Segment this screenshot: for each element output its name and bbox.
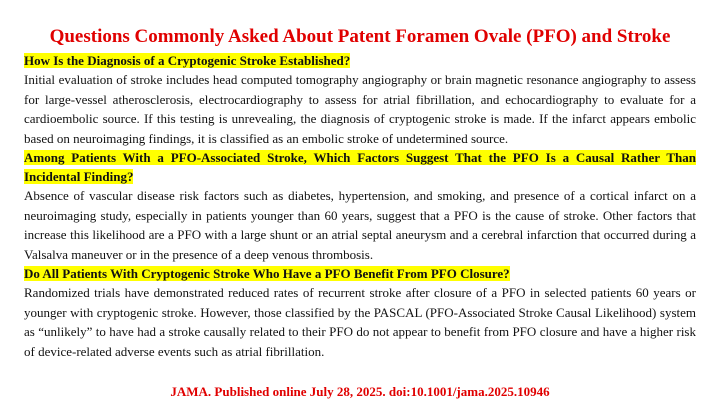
question-text: Among Patients With a PFO-Associated Stroke, Which Factors Suggest That the PFO Is a Causal Rather Than Incidental Finding? [24,150,696,184]
question-text: Do All Patients With Cryptogenic Stroke Who Have a PFO Benefit From PFO Closure? [24,266,510,281]
question-text: How Is the Diagnosis of a Cryptogenic Stroke Established? [24,53,351,68]
faq-section-diagnosis [24,51,696,148]
faq-section-closure-benefit [24,264,696,361]
faq-section-causal-factors [24,148,696,264]
question-heading [24,148,696,186]
answer-paragraph: Absence of vascular disease risk factors such as diabetes, hypertension, and smoking, and presence of a cortical infarct on a neuroimaging study, especially in patients younger than 60 years, suggest that a PFO is the cause of stroke. Other factors that increase this likelihood are a PFO with a large shunt or an atrial septal aneurysm and a cerebral infarction that occurred during a Valsalva maneuver or in the presence of a deep venous thrombosis. [24,188,696,262]
answer-paragraph: Initial evaluation of stroke includes head computed tomography angiography or brain magnetic resonance angiography to assess for large-vessel atherosclerosis, electrocardiography to assess for atrial fibrillation, and echocardiography to evaluate for a cardioembolic source. If this testing is unrevealing, the diagnosis of cryptogenic stroke is made. If the infarct appears embolic based on neuroimaging findings, it is classified as an embolic stroke of undetermined source. [24,72,696,146]
citation: JAMA. Published online July 28, 2025. doi:10.1001/jama.2025.10946 [170,384,550,399]
question-heading [24,51,696,70]
question-heading [24,264,696,283]
answer-paragraph: Randomized trials have demonstrated reduced rates of recurrent stroke after closure of a PFO in selected patients 60 years or younger with cryptogenic stroke. However, those classified by the PASCAL (PFO-Associated Stroke Causal Likelihood) system as “unlikely” to have had a stroke causally related to their PFO do not appear to benefit from PFO closure and have a higher risk of device-related adverse events such as atrial fibrillation. [24,285,696,359]
page-title: Questions Commonly Asked About Patent Foramen Ovale (PFO) and Stroke [49,26,671,47]
